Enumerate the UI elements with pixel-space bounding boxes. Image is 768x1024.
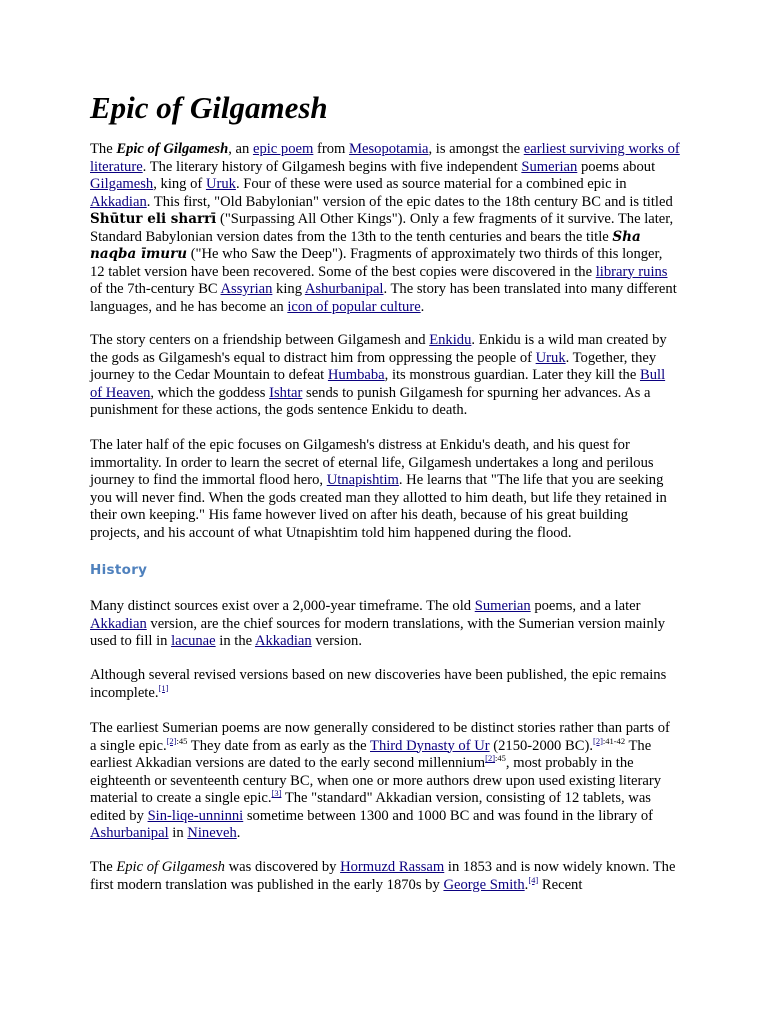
citation[interactable] (159, 683, 169, 693)
story-paragraph (90, 332, 680, 420)
link-sumerian[interactable]: Sumerian (521, 158, 578, 175)
epic-title-emphasis: Epic of Gilgamesh (116, 141, 229, 157)
text: The (90, 859, 117, 875)
text: version, are the chief sources for modern translations, with the Sumerian version mainly used to fill in (90, 615, 666, 649)
text: version. (311, 633, 362, 649)
citation-link-1[interactable]: [1] (158, 682, 169, 693)
page-title: Epic of Gilgamesh (90, 90, 328, 125)
text: poems, and a later (530, 598, 641, 614)
history-sources-paragraph (90, 598, 680, 651)
text: . (236, 825, 241, 841)
citation[interactable] (167, 736, 188, 746)
citation-page: :45 (495, 753, 506, 763)
text: . (524, 876, 529, 893)
text: . The literary history of Gilgamesh begins with five independent (142, 158, 522, 175)
link-icon-of-popular-culture[interactable]: icon of popular culture (287, 298, 421, 315)
text: ("He who Saw the Deep"). Fragments of approximately two thirds of this longer, 12 tablet version have been recovered. Some of the best copies were discovered in the (90, 246, 663, 280)
link-ashurbanipal[interactable]: Ashurbanipal (304, 281, 384, 297)
citation-link-4[interactable]: [4] (528, 874, 539, 885)
incomplete-paragraph (90, 667, 680, 702)
link-george-smith[interactable]: George Smith (443, 876, 525, 893)
text: The story centers on a friendship between Gilgamesh and (90, 332, 430, 348)
link-bull-of-heaven[interactable]: Bull of Heaven (90, 367, 666, 401)
text: . Enkidu is a wild man created by the gods as Gilgamesh's equal to distract him from oppressing the people of (90, 332, 667, 366)
text: The earliest Akkadian versions are dated to the early second millennium (90, 737, 652, 771)
text: . (420, 298, 425, 315)
text: . Four of these were used as source material for a combined epic in (235, 176, 627, 192)
text: sends to punish Gilgamesh for spurning her advances. As a punishment for these actions, the gods sentence Enkidu to death. (90, 384, 651, 418)
link-enkidu[interactable]: Enkidu (429, 332, 472, 348)
text: , most probably in the eighteenth or seventeenth century BC, when one or more authors drew upon used existing literary material to create a single epic. (90, 755, 662, 806)
text: , is amongst the (428, 141, 524, 157)
text: They date from as early as the (187, 737, 371, 754)
link-uruk[interactable]: Uruk (205, 176, 236, 192)
link-akkadian-2[interactable]: Akkadian (90, 615, 147, 632)
old-babylonian-title: Shūtur eli sharrī (90, 211, 217, 227)
epic-title-emphasis: Epic of Gilgamesh (116, 859, 225, 875)
text: . Together, they journey to the Cedar Mountain to defeat (90, 349, 657, 383)
link-ishtar[interactable]: Ishtar (269, 384, 303, 401)
link-utnapishtim[interactable]: Utnapishtim (326, 472, 399, 488)
link-mesopotamia[interactable]: Mesopotamia (349, 141, 429, 157)
text: . The story has been translated into many different languages, and he has become an (90, 281, 677, 315)
link-library-ruins[interactable]: library ruins (595, 263, 668, 280)
text: The "standard" Akkadian version, consisting of 12 tablets, was edited by (90, 790, 651, 824)
citation-link-2b[interactable]: [2] (592, 735, 603, 746)
earliest-poems-paragraph (90, 720, 680, 843)
immortality-paragraph (90, 437, 680, 542)
text: was discovered by (224, 859, 341, 875)
text: in the (215, 633, 255, 649)
text: . He learns that "The life that you are seeking you will never find. When the gods created man they allotted to him death, but life they retained in their own keeping." His fame however lived on after his death, because of his great building projects, and his account of what Utnapishtim told him happened during the flood. (90, 472, 667, 541)
link-gilgamesh[interactable]: Gilgamesh (90, 176, 154, 192)
link-sumerian-2[interactable]: Sumerian (474, 598, 531, 614)
text: king (272, 281, 305, 297)
link-earliest-surviving-works[interactable]: earliest surviving works of literature (90, 141, 680, 175)
text: sometime between 1300 and 1000 BC and was found in the library of (243, 807, 653, 824)
citation-link-3[interactable]: [3] (271, 788, 282, 798)
text: of the 7th-century BC (90, 281, 221, 297)
citation[interactable] (528, 875, 538, 885)
text: poems about (577, 158, 656, 175)
citation-link-2c[interactable]: [2] (485, 753, 496, 763)
text: . This first, "Old Babylonian" version of the epic dates to the 18th century BC and is titled (146, 193, 673, 210)
text: Although several revised versions based on new discoveries have been published, the epic remains incomplete. (90, 667, 667, 701)
citation[interactable] (272, 788, 282, 798)
link-lacunae[interactable]: lacunae (171, 633, 216, 649)
link-third-dynasty-of-ur[interactable]: Third Dynasty of Ur (370, 737, 490, 754)
text: , its monstrous guardian. Later they kill the (384, 367, 640, 383)
citation-page: :45 (176, 735, 188, 746)
text: Many distinct sources exist over a 2,000-year timeframe. The old (90, 598, 475, 614)
link-akkadian[interactable]: Akkadian (90, 193, 147, 210)
text: The earliest Sumerian poems are now generally considered to be distinct stories rather than parts of a single epic. (90, 720, 670, 754)
citation-link-2[interactable]: [2] (166, 735, 177, 746)
text: in (168, 825, 188, 841)
text: ("Surpassing All Other Kings"). Only a few fragments of it survive. The later, Standard Babylonian version dates from the 13th to the tenth centuries and bears the title (90, 211, 674, 245)
citation-page: :41-42 (602, 735, 626, 746)
text: , which the goddess (150, 384, 270, 401)
link-sin-liqe-unninni[interactable]: Sin-liqe-unninni (147, 807, 244, 824)
text: in 1853 and is now widely known. The first modern translation was published in the early 1870s by (90, 859, 676, 893)
text: from (313, 141, 350, 157)
text: The (90, 141, 117, 157)
text: Recent (538, 876, 583, 893)
link-hormuzd-rassam[interactable]: Hormuzd Rassam (340, 859, 445, 875)
citation[interactable] (593, 736, 625, 746)
link-ashurbanipal-2[interactable]: Ashurbanipal (90, 825, 169, 841)
text: (2150-2000 BC). (489, 737, 593, 754)
link-epic-poem[interactable]: epic poem (252, 141, 314, 157)
link-assyrian[interactable]: Assyrian (220, 281, 273, 297)
link-nineveh[interactable]: Nineveh (187, 825, 237, 841)
intro-paragraph (90, 141, 680, 316)
link-akkadian-3[interactable]: Akkadian (254, 633, 312, 649)
discovery-paragraph (90, 859, 680, 894)
text: The later half of the epic focuses on Gilgamesh's distress at Enkidu's death, and his quest for immortality. In order to learn the secret of eternal life, Gilgamesh undertakes a long and perilous journey to find the immortal flood hero, (90, 437, 654, 488)
standard-babylonian-title: Sha naqba īmuru (90, 228, 641, 262)
section-heading-history: History (90, 562, 148, 578)
link-uruk-2[interactable]: Uruk (535, 349, 566, 366)
text: , king of (153, 176, 206, 192)
citation[interactable] (485, 753, 506, 763)
link-humbaba[interactable]: Humbaba (327, 367, 385, 383)
text: , an (228, 141, 253, 157)
